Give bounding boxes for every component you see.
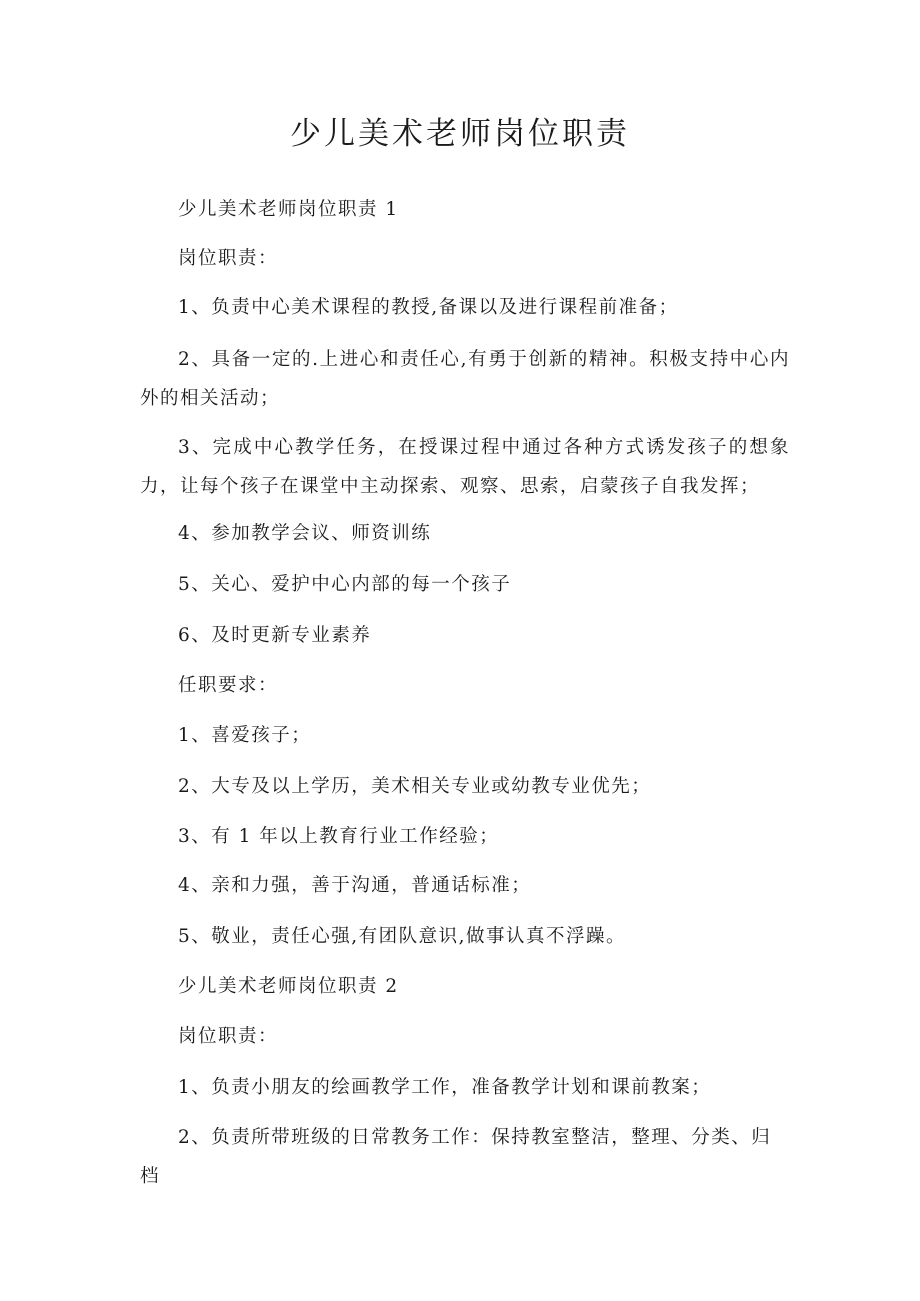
paragraph-duty-2: 2、具备一定的.上进心和责任心,有勇于创新的精神。积极支持中心内外的相关活动； (140, 349, 790, 409)
section-heading-2: 少儿美术老师岗位职责 2 (178, 976, 399, 997)
paragraph-requirement-2: 2、大专及以上学历，美术相关专业或幼教专业优先； (178, 776, 652, 797)
paragraph-requirement-4: 4、亲和力强，善于沟通，普通话标准； (178, 875, 532, 896)
paragraph-requirement-1: 1、喜爱孩子； (178, 725, 312, 746)
paragraph-duty-6: 6、及时更新专业素养 (178, 625, 372, 646)
paragraph-requirements-label: 任职要求： (178, 675, 279, 696)
paragraph-requirement-5: 5、敬业，责任心强,有团队意识,做事认真不浮躁。 (178, 926, 627, 947)
paragraph-duty-3: 3、完成中心教学任务，在授课过程中通过各种方式诱发孩子的想象力，让每个孩子在课堂中主动探索、观察、思索，启蒙孩子自我发挥； (140, 437, 790, 497)
paragraph-duties-label-1: 岗位职责： (178, 248, 279, 269)
paragraph-duty-4: 4、参加教学会议、师资训练 (178, 523, 432, 544)
paragraph-duty-2-1: 1、负责小朋友的绘画教学工作，准备教学计划和课前教案； (178, 1077, 712, 1098)
paragraph-duty-5: 5、关心、爱护中心内部的每一个孩子 (178, 574, 512, 595)
section-heading-1: 少儿美术老师岗位职责 1 (178, 199, 399, 220)
paragraph-requirement-3: 3、有 1 年以上教育行业工作经验； (178, 826, 500, 847)
paragraph-duties-label-2: 岗位职责： (178, 1026, 279, 1047)
paragraph-duty-2-2: 2、负责所带班级的日常教务工作：保持教室整洁，整理、分类、归档 (140, 1127, 772, 1187)
paragraph-duty-1: 1、负责中心美术课程的教授,备课以及进行课程前准备； (178, 297, 679, 318)
document-title: 少儿美术老师岗位职责 (290, 116, 630, 152)
